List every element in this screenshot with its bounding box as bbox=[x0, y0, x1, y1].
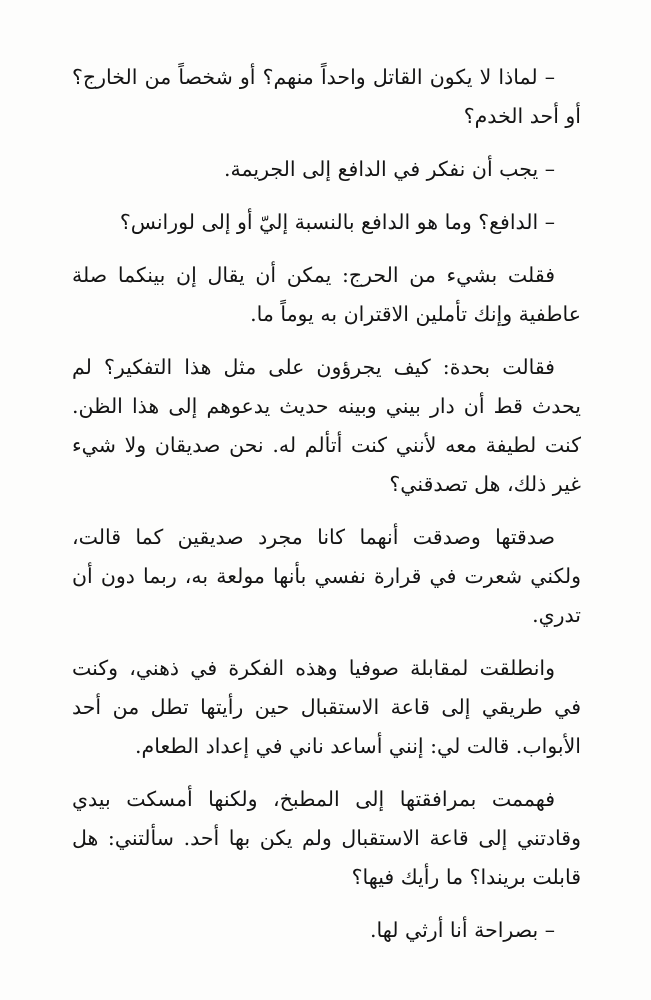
paragraph: صدقتها وصدقت أنهما كانا مجرد صديقين كما قالت، ولكني شعرت في قرارة نفسي بأنها مولعة به، ربما دون أن تدري. bbox=[72, 525, 581, 627]
paragraph: فهممت بمرافقتها إلى المطبخ، ولكنها أمسكت بيدي وقادتني إلى قاعة الاستقبال ولم يكن بها أحد. سألتني: هل قابلت بريندا؟ ما رأيك فيها؟ bbox=[72, 787, 581, 889]
paragraph: وانطلقت لمقابلة صوفيا وهذه الفكرة في ذهني، وكنت في طريقي إلى قاعة الاستقبال حين رأيتها تطل من أحد الأبواب. قالت لي: إنني أساعد ناني في إعداد الطعام. bbox=[72, 656, 581, 758]
paragraph: – لماذا لا يكون القاتل واحداً منهم؟ أو شخصاً من الخارج؟ أو أحد الخدم؟ bbox=[72, 65, 581, 128]
paragraph: – بصراحة أنا أرثي لها. bbox=[370, 918, 555, 942]
paragraph: فقالت بحدة: كيف يجرؤون على مثل هذا التفكير؟ لم يحدث قط أن دار بيني وبينه حديث يدعوهم إلى هذا الظن. كنت لطيفة معه لأنني كنت أتألم له. نحن صديقان ولا شيء غير ذلك، هل تصدقني؟ bbox=[72, 355, 581, 496]
page-text bbox=[72, 58, 581, 964]
paragraph: فقلت بشيء من الحرج: يمكن أن يقال إن بينكما صلة عاطفية وإنك تأملين الاقتران به يوماً ما. bbox=[72, 263, 581, 326]
paragraph: – الدافع؟ وما هو الدافع بالنسبة إليّ أو إلى لورانس؟ bbox=[119, 210, 555, 234]
paragraph: – يجب أن نفكر في الدافع إلى الجريمة. bbox=[224, 157, 555, 181]
